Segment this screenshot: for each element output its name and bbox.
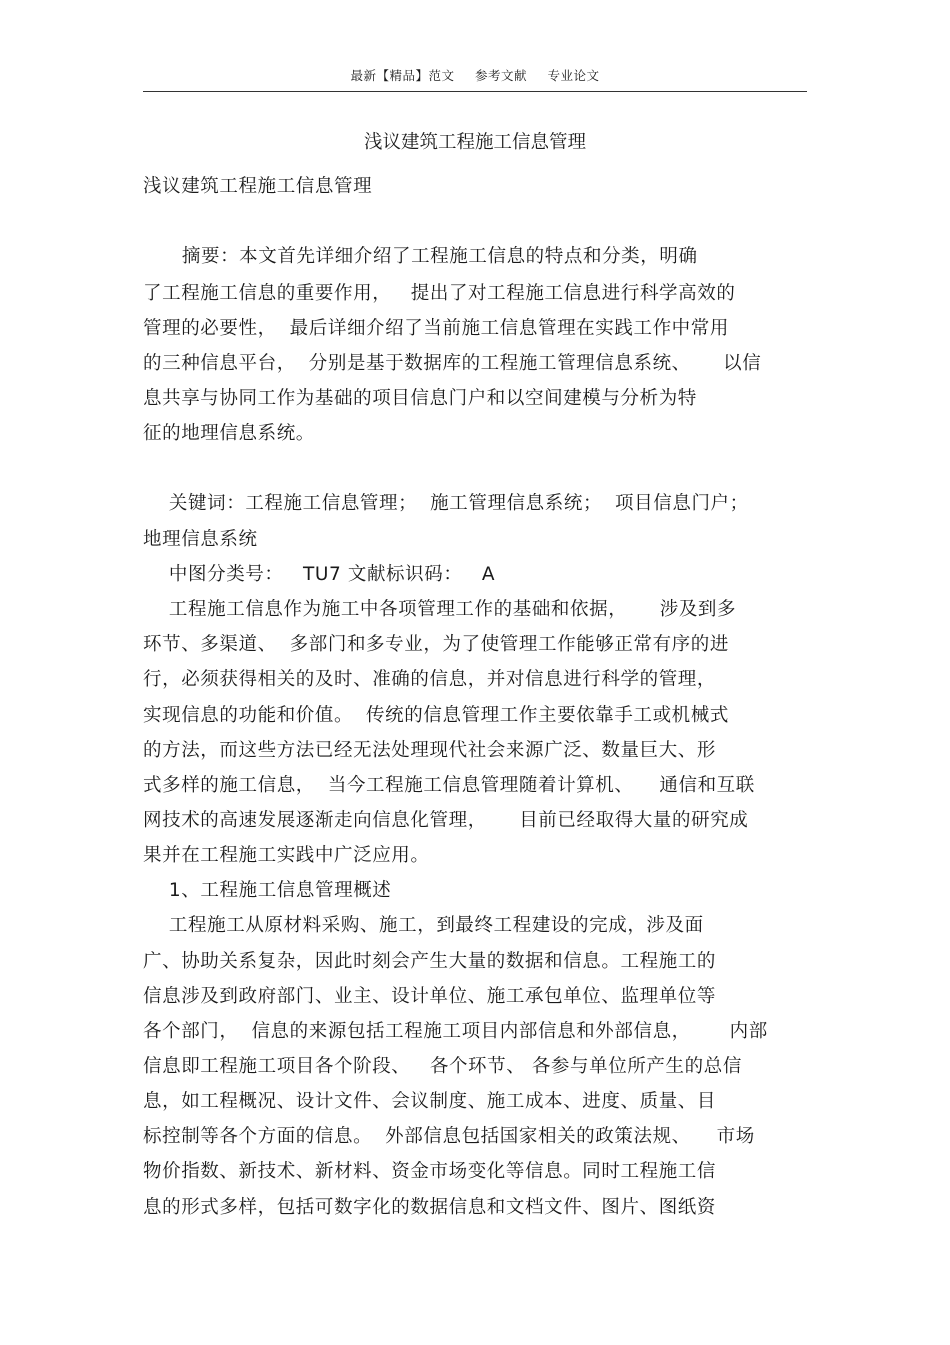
- header-item-fanwen: 最新【精品】范文: [350, 68, 455, 83]
- document-title: 浅议建筑工程施工信息管理: [363, 132, 586, 153]
- body-line: 物价指数、新技术、新材料、资金市场变化等信息。同时工程施工信: [143, 1161, 717, 1182]
- abstract-line: 管理的必要性， 最后详细介绍了当前施工信息管理在实践工作中常用: [143, 318, 729, 339]
- abstract-line: 征的地理信息系统。: [143, 423, 315, 444]
- body-line: 息，如工程概况、设计文件、会议制度、施工成本、进度、质量、目: [143, 1091, 717, 1112]
- body-line: 工程施工信息作为施工中各项管理工作的基础和依据， 涉及到多: [143, 599, 737, 620]
- body-line: 实现信息的功能和价值。 传统的信息管理工作主要依靠手工或机械式: [143, 705, 729, 726]
- body-line: 各个部门， 信息的来源包括工程施工项目内部信息和外部信息， 内部: [143, 1021, 768, 1042]
- body-line: 工程施工从原材料采购、施工，到最终工程建设的完成，涉及面: [143, 915, 704, 936]
- body-line: 信息涉及到政府部门、业主、设计单位、施工承包单位、监理单位等: [143, 986, 717, 1007]
- header-divider: [143, 91, 807, 92]
- body-line: 网技术的高速发展逐渐走向信息化管理， 目前已经取得大量的研究成: [143, 810, 749, 831]
- keywords-line: 关键词：工程施工信息管理； 施工管理信息系统； 项目信息门户；: [143, 493, 749, 514]
- keywords-line: 地理信息系统: [143, 529, 258, 550]
- body-line: 行，必须获得相关的及时、准确的信息，并对信息进行科学的管理，: [143, 669, 717, 690]
- body-line: 果并在工程施工实践中广泛应用。: [143, 845, 430, 866]
- header-item-papers: 专业论文: [547, 68, 600, 83]
- abstract-line: 息共享与协同工作为基础的项目信息门户和以空间建模与分析为特: [143, 388, 697, 409]
- body-line: 信息即工程施工项目各个阶段、 各个环节、 各参与单位所产生的总信: [143, 1056, 742, 1077]
- body-line: 的方法，而这些方法已经无法处理现代社会来源广泛、数量巨大、形: [143, 740, 717, 761]
- body-line: 息的形式多样，包括可数字化的数据信息和文档文件、图片、图纸资: [143, 1197, 717, 1218]
- abstract-line: 的三种信息平台， 分别是基于数据库的工程施工管理信息系统、 以信: [143, 353, 762, 374]
- subtitle-line: 浅议建筑工程施工信息管理: [143, 176, 373, 197]
- body-line: 标控制等各个方面的信息。 外部信息包括国家相关的政策法规、 市场: [143, 1126, 755, 1147]
- abstract-line: 摘要：本文首先详细介绍了工程施工信息的特点和分类，明确: [143, 246, 698, 267]
- header-item-references: 参考文献: [474, 68, 527, 83]
- body-line: 环节、多渠道、 多部门和多专业，为了使管理工作能够正常有序的进: [143, 634, 729, 655]
- body-line: 广、协助关系复杂，因此时刻会产生大量的数据和信息。工程施工的: [143, 951, 717, 972]
- section-heading: 1、工程施工信息管理概述: [143, 880, 392, 901]
- classification-line: 中图分类号： TU7 文献标识码： A: [143, 564, 496, 585]
- page-header: [143, 66, 807, 84]
- abstract-line: 了工程施工信息的重要作用， 提出了对工程施工信息进行科学高效的: [143, 283, 736, 304]
- body-line: 式多样的施工信息， 当今工程施工信息管理随着计算机、 通信和互联: [143, 775, 755, 796]
